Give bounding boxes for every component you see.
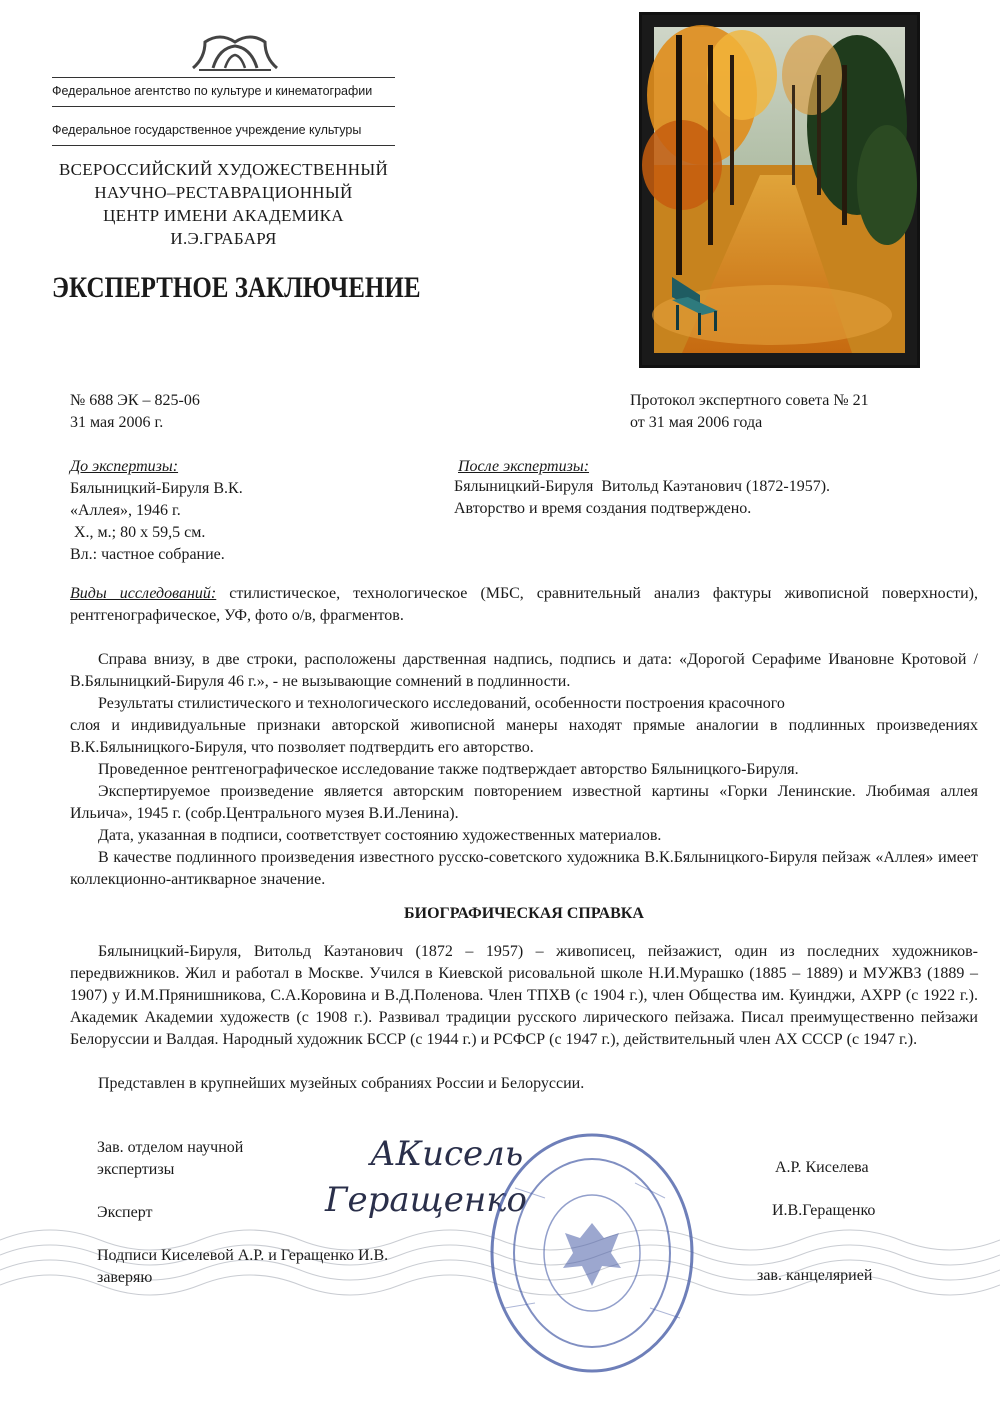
handwritten-signature-gerashchenko: Геращенко	[325, 1180, 527, 1220]
center-name-line: И.Э.ГРАБАРЯ	[170, 229, 277, 248]
body-paragraph: Дата, указанная в подписи, соответствует состоянию художественных материалов.	[98, 827, 662, 844]
institution-logo	[185, 28, 285, 72]
before-line: Вл.: частное собрание.	[70, 546, 225, 563]
before-line: Бялыницкий-Бируля В.К.	[70, 480, 243, 497]
header-rule-middle	[52, 106, 395, 107]
institution-type: Федеральное государственное учреждение культуры	[52, 123, 362, 137]
certify-line: заверяю	[97, 1269, 153, 1286]
bio-paragraph: Бялыницкий-Бируля, Витольд Каэтанович (1872 – 1957) – живописец, пейзажист, один из последних художников-передвижников. Жил и работал в Москве. Учился в Киевской рисовальной школе Н.И.Мурашко (1885 – 1889) и МУЖВЗ (1889 – 1907) у И.М.Прянишникова, С.А.Коровина и В.Д.Поленова. Член ТПХВ (с 1904 г.), член Общества им. Куинджи, АХРР (с 1922 г.). Академик Академии художеств (с 1908 г.). Развивал традиции русского лирического пейзажа. Писал преимущественно пейзажи Белоруссии и Валдая. Народный художник БССР (с 1944 г.) и РСФСР (с 1947 г.), действительный член АХ СССР (с 1947 г.).	[70, 943, 978, 1048]
body-paragraph: Экспертируемое произведение является авторским повторением известной картины «Горки Ленинские. Любимая аллея Ильича», 1945 г. (собр.Центрального музея В.И.Ленина).	[70, 783, 978, 822]
research-paragraph	[70, 583, 978, 627]
bio-title: БИОГРАФИЧЕСКАЯ СПРАВКА	[404, 905, 644, 922]
header-rule-top	[52, 77, 395, 78]
office-title: зав. канцелярией	[757, 1267, 873, 1284]
painting-image	[639, 12, 920, 368]
agency-name: Федеральное агентство по культуре и кинематографии	[52, 84, 373, 98]
before-line: «Аллея», 1946 г.	[70, 502, 181, 519]
center-name-line: ВСЕРОССИЙСКИЙ ХУДОЖЕСТВЕННЫЙ	[58, 160, 389, 179]
expert-name: И.В.Геращенко	[772, 1202, 876, 1219]
document-title: ЭКСПЕРТНОЕ ЗАКЛЮЧЕНИЕ	[52, 272, 421, 305]
head-name: А.Р. Киселева	[775, 1159, 869, 1176]
before-line: Х., м.; 80 х 59,5 см.	[70, 524, 206, 541]
after-line: Бялыницкий-Бируля Витольд Каэтанович (1872-1957).	[454, 478, 831, 495]
head-title-line: Зав. отделом научной	[97, 1139, 244, 1156]
bio-museums: Представлен в крупнейших музейных собраниях России и Белоруссии.	[98, 1075, 585, 1092]
body-paragraph: Справа внизу, в две строки, расположены дарственная надпись, подпись и дата: «Дорогой Серафиме Ивановне Кротовой / В.Бялыницкий-Бируля 46 г.», - не вызывающие сомнений в подлинности.	[70, 651, 978, 690]
document-date: 31 мая 2006 г.	[70, 414, 164, 431]
body-paragraph: В качестве подлинного произведения известного русско-советского художника В.К.Бялыницкого-Бируля пейзаж «Аллея» имеет коллекционно-антикварное значение.	[70, 849, 978, 888]
center-name-line: НАУЧНО–РЕСТАВРАЦИОННЫЙ	[94, 183, 353, 202]
head-title-line: экспертизы	[97, 1161, 175, 1178]
expert-title: Эксперт	[97, 1204, 153, 1221]
official-seal	[485, 1128, 700, 1378]
body-paragraph: Результаты стилистического и технологического исследований, особенности построения красочного	[98, 695, 785, 712]
document-number: № 688 ЭК – 825-06	[70, 392, 200, 409]
before-heading: До экспертизы:	[70, 458, 179, 475]
after-line: Авторство и время создания подтверждено.	[454, 500, 752, 517]
header-rule-bottom	[52, 145, 395, 146]
protocol-number: Протокол экспертного совета № 21	[630, 392, 869, 409]
protocol-date: от 31 мая 2006 года	[630, 414, 763, 431]
research-label: Виды исследований:	[70, 585, 217, 602]
research-text: стилистическое, технологическое (МБС, сравнительный анализ фактуры живописной поверхности), рентгенографическое, УФ, фото о/в, фрагментов.	[70, 585, 978, 624]
body-paragraph: слоя и индивидуальные признаки авторской живописной манеры находят прямые аналогии в подлинных произведениях В.К.Бялыницкого-Бируля, что позволяет подтвердить его авторство.	[70, 717, 978, 756]
after-heading: После экспертизы:	[458, 458, 590, 475]
certify-line: Подписи Киселевой А.Р. и Геращенко И.В.	[97, 1247, 389, 1264]
center-name-line: ЦЕНТР ИМЕНИ АКАДЕМИКА	[103, 206, 344, 225]
body-paragraph: Проведенное рентгенографическое исследование также подтверждает авторство Бялыницкого-Бируля.	[98, 761, 799, 778]
handwritten-signature-kiseleva: АКисель	[370, 1134, 524, 1174]
